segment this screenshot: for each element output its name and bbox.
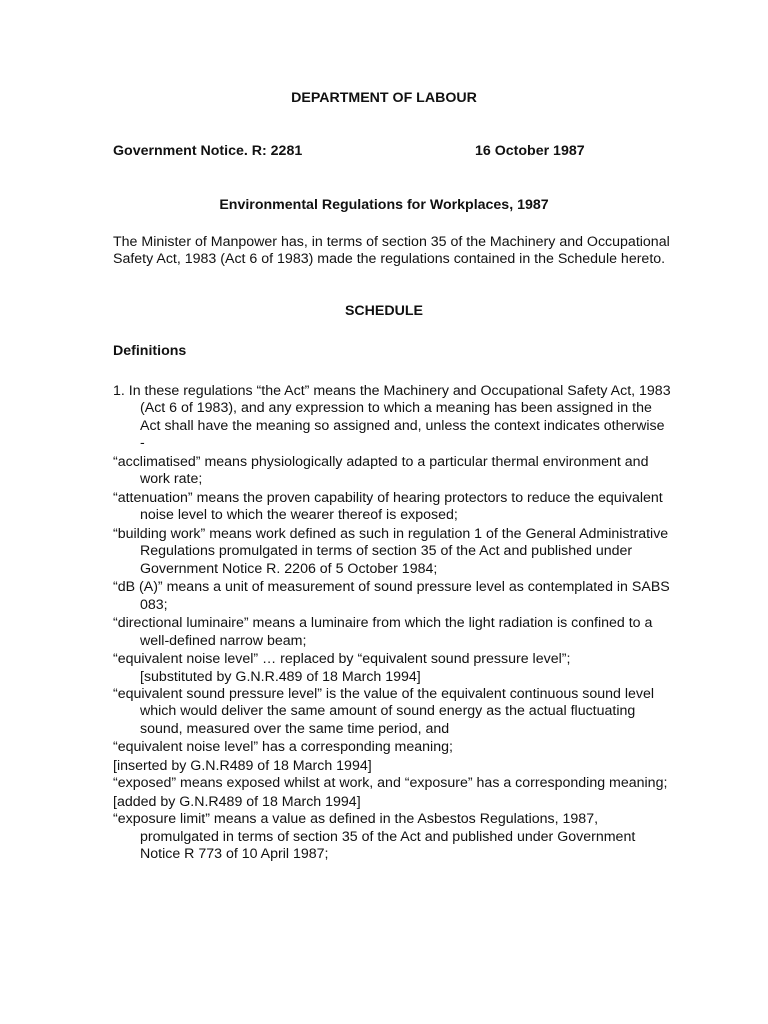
- schedule-heading: SCHEDULE: [344, 303, 424, 319]
- amendment-note: [inserted by G.N.R489 of 18 March 1994]: [113, 758, 372, 775]
- definition-item-exposed: “exposed” means exposed whilst at work, and “exposure” has a corresponding meaning;: [113, 775, 668, 792]
- definitions-heading: Definitions: [113, 343, 187, 359]
- intro-paragraph: The Minister of Manpower has, in terms of section 35 of the Machinery and Occupational Safety Act, 1983 (Act 6 of 1983) made the regulations contained in the Schedule hereto.: [113, 234, 670, 268]
- notice-number: Government Notice. R: 2281: [113, 143, 303, 159]
- definition-item-building-work: “building work” means work defined as such in regulation 1 of the General Administrative Regulations promulgated in terms of section 35 of the Act and published under Government Notice R. 2206 of 5 October 1984;: [113, 525, 669, 577]
- definition-item-acclimatised: “acclimatised” means physiologically adapted to a particular thermal environment and work rate;: [113, 453, 649, 488]
- definition-item-equivalent-noise-level-corresponding: “equivalent noise level” has a corresponding meaning;: [113, 739, 453, 756]
- definition-item-dba: “dB (A)” means a unit of measurement of sound pressure level as contemplated in SABS 083;: [113, 579, 670, 613]
- department-heading: DEPARTMENT OF LABOUR: [291, 90, 477, 106]
- definitions-list: [113, 383, 673, 864]
- regulations-title: Environmental Regulations for Workplaces, 1987: [219, 197, 549, 213]
- amendment-note: [added by G.N.R489 of 18 March 1994]: [113, 794, 361, 811]
- amendment-note: [substituted by G.N.R.489 of 18 March 1994]: [140, 668, 421, 685]
- notice-date: 16 October 1987: [475, 143, 585, 159]
- definition-item-attenuation: “attenuation” means the proven capability of hearing protectors to reduce the equivalent noise level to which the wearer thereof is exposed;: [113, 489, 663, 524]
- definition-item-exposure-limit: “exposure limit” means a value as defined in the Asbestos Regulations, 1987, promulgated in terms of section 35 of the Act and published under Government Notice R 773 of 10 April 1987;: [113, 811, 636, 863]
- definition-item-directional-luminaire: “directional luminaire” means a luminaire from which the light radiation is confined to a well-defined narrow beam;: [113, 615, 653, 649]
- definition-item-equivalent-sound-pressure-level: “equivalent sound pressure level” is the value of the equivalent continuous sound level which would deliver the same amount of sound energy as the actual fluctuating sound, measured over the same time period, and: [113, 686, 655, 737]
- definition-item-act: 1. In these regulations “the Act” means the Machinery and Occupational Safety Act, 1983 (Act 6 of 1983), and any expression to which a meaning has been assigned in the Act shall have the meaning so assigned and, unless the context indicates otherwise -: [113, 383, 671, 452]
- definition-item-equivalent-noise-level: “equivalent noise level” … replaced by “equivalent sound pressure level”;: [113, 651, 571, 668]
